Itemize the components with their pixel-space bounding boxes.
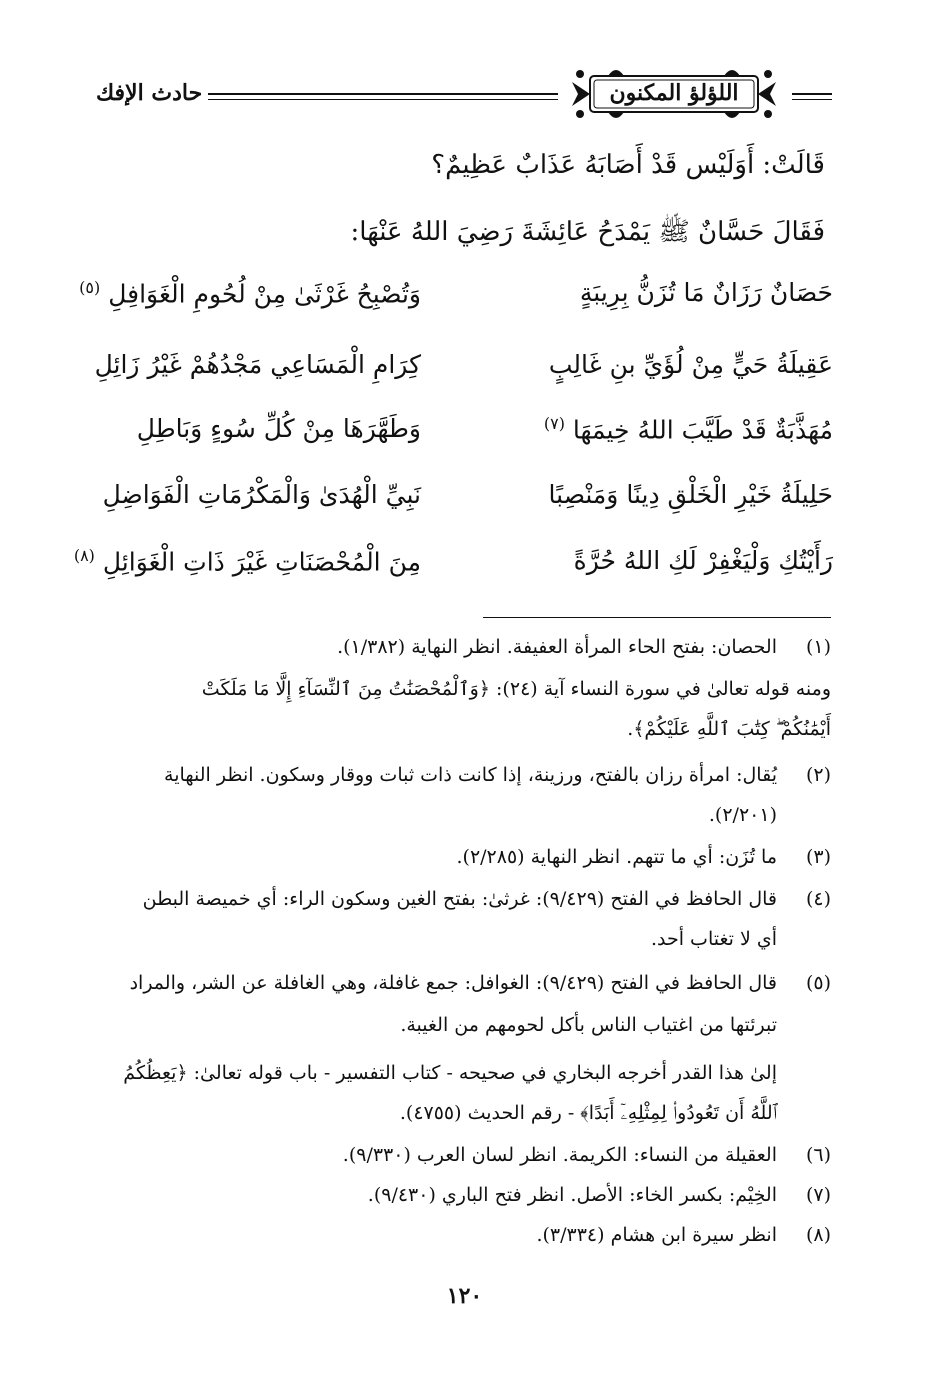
footnote-text: أي لا تغتاب أحد. [650, 928, 777, 950]
footnote-text: ومنه قوله تعالىٰ في سورة النساء آية (٢٤): ﴿وَٱلْمُحْصَنَٰتُ مِنَ ٱلنِّسَآءِ إِلَّا مَا مَلَكَتْ [201, 678, 831, 700]
verse-hemistich: رَأَيْتُكِ وَلْيَغْفِرْ لَكِ اللهُ حُرَّةً [573, 546, 833, 575]
footnote-number: (٦) [805, 1144, 831, 1166]
footnote-text: يُقال: امرأة رزان بالفتح، ورزينة، إذا كانت ذات ثبات ووقار وسكون. انظر النهاية [164, 764, 777, 786]
footnote-number: (٧) [805, 1184, 831, 1206]
footnote-text: قال الحافظ في الفتح (٩/٤٢٩): غرثىٰ: بفتح الغين وسكون الراء: أي خميصة البطن [142, 888, 777, 910]
footnote-marker: (٥) [79, 278, 101, 297]
verse-hemistich: كِرَامِ الْمَسَاعِي مَجْدُهُمْ غَيْرُ زَائِلِ [94, 350, 421, 379]
footnote-text: ٱللَّهُ أَن تَعُودُوا۟ لِمِثْلِهِۦٓ أَبَدًا﴾ - رقم الحديث (٤٧٥٥). [399, 1102, 777, 1124]
footnote-text: انظر سيرة ابن هشام (٣/٣٣٤). [536, 1224, 777, 1246]
footnote-marker: (٨) [73, 546, 95, 565]
footnote-text: (٢/٢٠١). [708, 804, 777, 826]
verse-hemistich: حَلِيلَةُ خَيْرِ الْخَلْقِ دِينًا وَمَنْصِبًا [548, 480, 833, 509]
footnote-number: (٤) [805, 888, 831, 910]
verse-hemistich: مِنَ الْمُحْصَنَاتِ غَيْرَ ذَاتِ الْغَوَائِلِ $^{(٨)}$ [73, 546, 421, 577]
verse-hemistich: وَتُصْبِحُ غَرْثَىٰ مِنْ لُحُومِ الْغَوَافِلِ $^{(٥)}$ [79, 278, 421, 309]
footnote-marker: (٧) [543, 414, 565, 433]
verse-hemistich: مُهَذَّبَةٌ قَدْ طَيَّبَ اللهُ خِيمَهَا $^{(٧)}$ [543, 414, 833, 445]
header-rule [792, 99, 832, 100]
prose-line: قَالَتْ: أَوَلَيْس قَدْ أَصَابَهُ عَذَابٌ عَظِيمٌ؟ [431, 150, 825, 180]
header-rule [208, 99, 558, 100]
footnote-text: ما تُزَن: أي ما تتهم. انظر النهاية (٢/٢٨٥). [456, 846, 777, 868]
header-rule [208, 93, 558, 95]
verse-hemistich: وَطَهَّرَهَا مِنْ كُلِّ سُوءٍ وَبَاطِلِ [136, 414, 421, 443]
footnote-text: الخِيْم: بكسر الخاء: الأصل. انظر فتح الباري (٩/٤٣٠). [367, 1184, 777, 1206]
book-title: اللؤلؤ المكنون [609, 80, 739, 106]
prose-line: فَقَالَ حَسَّانٌ ﷺ يَمْدَحُ عَائِشَةَ رَضِيَ اللهُ عَنْهَا: [350, 217, 825, 247]
header-rule [792, 93, 832, 95]
footnote-text: إلىٰ هذا القدر أخرجه البخاري في صحيحه - كتاب التفسير - باب قوله تعالىٰ: ﴿يَعِظُكُمُ [123, 1062, 777, 1084]
verse-hemistich: نَبِيِّ الْهُدَىٰ وَالْمَكْرُمَاتِ الْفَوَاضِلِ [102, 480, 421, 509]
footnote-separator [483, 617, 831, 618]
footnote-number: (١) [805, 636, 831, 658]
footnote-text: أَيْمَٰنُكُمْ ۖ كِتَٰبَ ٱللَّهِ عَلَيْكُمْ﴾. [627, 718, 831, 740]
footnote-number: (٢) [805, 764, 831, 786]
footnote-text: قال الحافظ في الفتح (٩/٤٢٩): الغوافل: جمع غافلة، وهي الغافلة عن الشر، والمراد [129, 972, 777, 994]
footnote-text: العقيلة من النساء: الكريمة. انظر لسان العرب (٩/٣٣٠). [342, 1144, 777, 1166]
footnote-text: تبرئتها من اغتياب الناس بأكل لحومهم من الغيبة. [400, 1014, 777, 1036]
chapter-title: حادث الإفك [96, 80, 203, 106]
verse-hemistich: حَصَانٌ رَزَانٌ مَا تُزَنُّ بِرِيبَةٍ [579, 278, 833, 307]
footnote-text: الحصان: بفتح الحاء المرأة العفيفة. انظر النهاية (١/٣٨٢). [337, 636, 777, 658]
footnote-number: (٨) [805, 1224, 831, 1246]
footnote-number: (٣) [805, 846, 831, 868]
verse-hemistich: عَقِيلَةُ حَيٍّ مِنْ لُؤَيِّ بنِ غَالِبٍ [548, 350, 833, 379]
footnote-number: (٥) [805, 972, 831, 994]
page-number: ١٢٠ [446, 1283, 483, 1309]
